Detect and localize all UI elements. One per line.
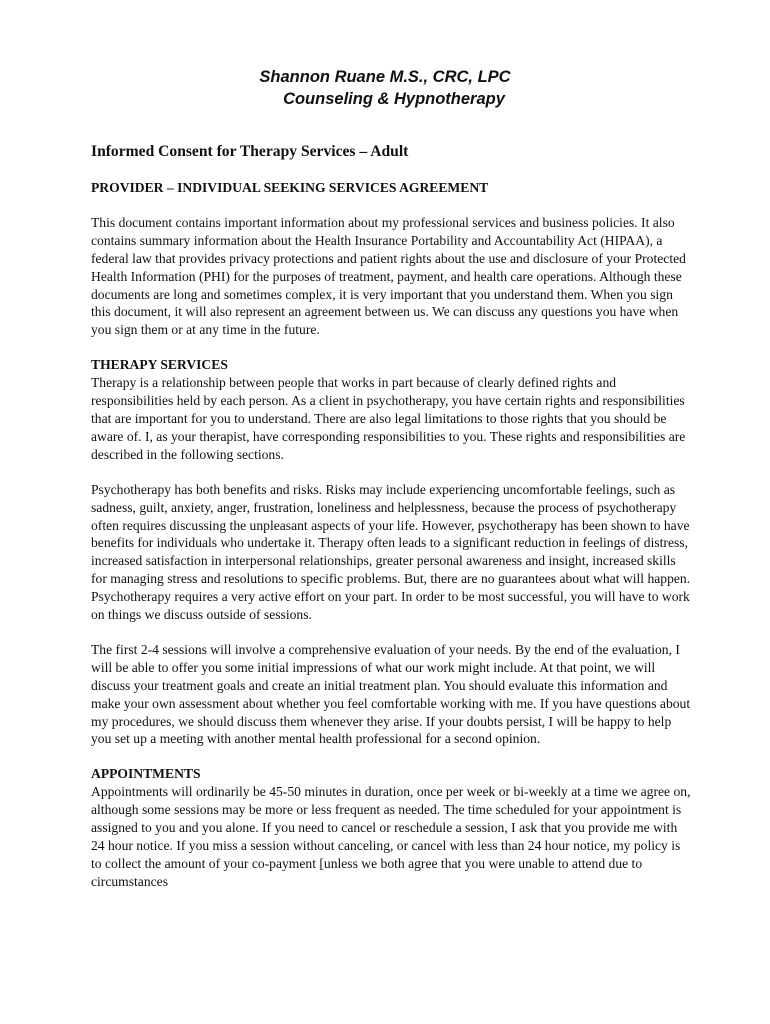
letterhead [0, 66, 770, 110]
therapy-services-paragraph-1: Therapy is a relationship between people that works in part because of clearly defined rights and responsibilities held by each person. As a client in psychotherapy, you have certain rights and responsibilities that are important for you to understand. There are also legal limitations to those rights that you should be aware of. I, as your therapist, have corresponding responsibilities to you. These rights and responsibilities are described in the following sections. [91, 375, 686, 462]
provider-name: Shannon Ruane M.S., CRC, LPC [259, 68, 511, 86]
appointments-paragraph-1: Appointments will ordinarily be 45-50 minutes in duration, once per week or bi-weekly at a time we agree on, although some sessions may be more or less frequent as needed. The time scheduled for your appointment is assigned to you and you alone. If you need to cancel or reschedule a session, I ask that you provide me with 24 hour notice. If you miss a session without canceling, or cancel with less than 24 hour notice, my policy is to collect the amount of your co-payment [unless we both agree that you were unable to attend due to circumstances [91, 784, 691, 889]
therapy-services-paragraph-2: Psychotherapy has both benefits and risks. Risks may include experiencing uncomfortable feelings, such as sadness, guilt, anxiety, anger, frustration, loneliness and helplessness, because the process of psychotherapy often requires discussing the unpleasant aspects of your life. However, psychotherapy has been shown to have benefits for individuals who undertake it. Therapy often leads to a significant reduction in feelings of distress, increased satisfaction in interpersonal relationships, greater personal awareness and insight, increased skills for managing stress and resolutions to specific problems. But, there are no guarantees about what will happen. Psychotherapy requires a very active effort on your part. In order to be most successful, you will have to work on things we discuss outside of sessions. [91, 481, 691, 623]
intro-paragraph: This document contains important information about my professional services and business policies. It also contains summary information about the Health Insurance Portability and Accountability Act (HIPAA), a federal law that provides privacy protections and patient rights about the use and disclosure of your Protected Health Information (PHI) for the purposes of treatment, payment, and health care operations. Although these documents are long and sometimes complex, it is very important that you understand them. When you sign this document, it will also represent an agreement between us. We can discuss any questions you have when you sign them or at any time in the future. [91, 214, 686, 338]
document-body [91, 142, 691, 891]
therapy-services-paragraph-3: The first 2-4 sessions will involve a comprehensive evaluation of your needs. By the end of the evaluation, I will be able to offer you some initial impressions of what our work might include. At that point, we will discuss your treatment goals and create an initial treatment plan. You should evaluate this information and make your own assessment about whether you feel comfortable working with me. If you have questions about my procedures, we should discuss them whenever they arise. If your doubts persist, I will be happy to help you set up a meeting with another mental health professional for a second opinion. [91, 641, 691, 747]
appointments-heading: APPOINTMENTS [91, 766, 201, 782]
practice-name: Counseling & Hypnotherapy [283, 90, 505, 108]
therapy-services-heading: THERAPY SERVICES [91, 357, 228, 373]
document-title: Informed Consent for Therapy Services – Adult [91, 143, 409, 160]
agreement-heading: PROVIDER – INDIVIDUAL SEEKING SERVICES AGREEMENT [91, 180, 489, 195]
